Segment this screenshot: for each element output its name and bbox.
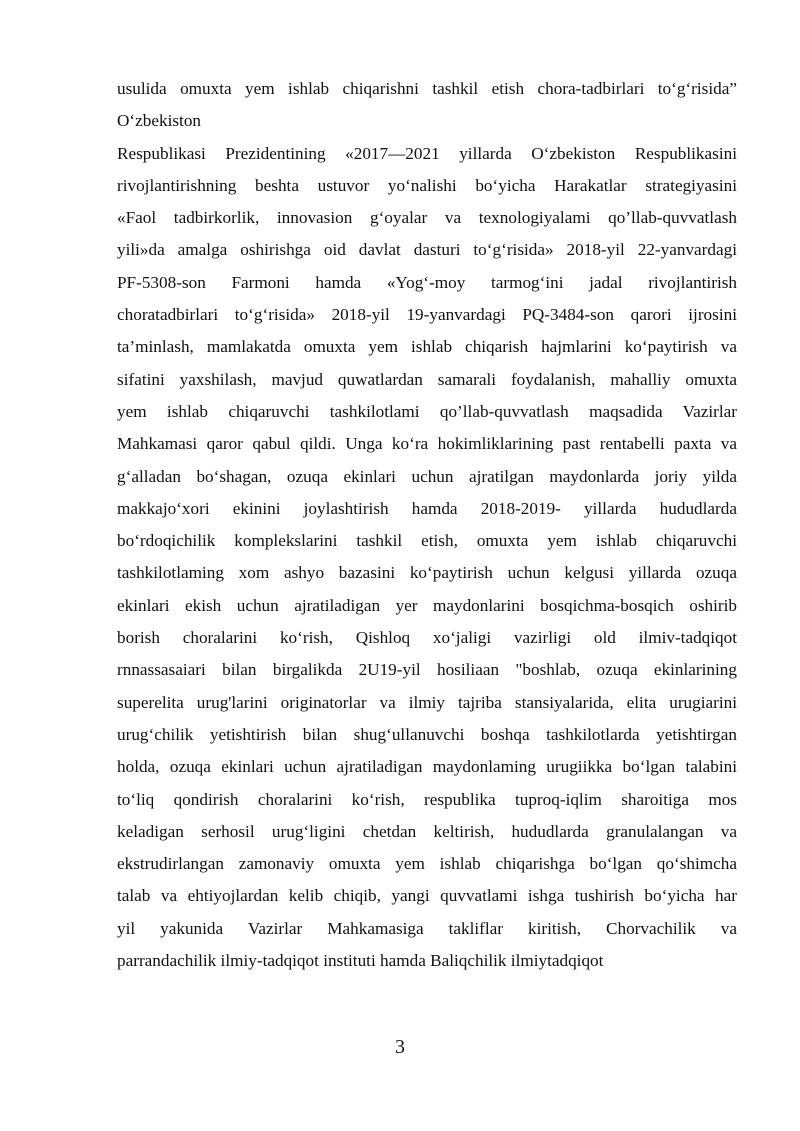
text-line: ekstrudirlangan zamonaviy omuxta yem ishlab chiqarishga bo‘lgan qo‘shimcha xyxy=(117,854,737,874)
text-line: O‘zbekiston xyxy=(117,111,202,131)
text-line: rnnassasaiari bilan birgalikda 2U19-yil hosiliaan "boshlab, ozuqa ekinlarining xyxy=(117,660,737,680)
text-line: ta’minlash, mamlakatda omuxta yem ishlab chiqarish hajmlarini ko‘paytirish va xyxy=(117,337,737,357)
text-line: parrandachilik ilmiy-tadqiqot instituti hamda Baliqchilik ilmiytadqiqot xyxy=(117,951,604,971)
text-line: g‘alladan bo‘shagan, ozuqa ekinlari uchun ajratilgan maydonlarda joriy yilda xyxy=(117,466,737,486)
text-line: choratadbirlari to‘g‘risida» 2018-yil 19-yanvardagi PQ-3484-son qarori ijrosini xyxy=(117,305,737,325)
text-line: rivojlantirishning beshta ustuvor yo‘nalishi bo‘yicha Harakatlar strategiyasini xyxy=(117,175,737,195)
text-line: Mahkamasi qaror qabul qildi. Unga ko‘ra hokimliklarining past rentabelli paxta va xyxy=(117,434,737,454)
text-line: sifatini yaxshilash, mavjud quwatlardan samarali foydalanish, mahalliy omuxta xyxy=(117,369,737,389)
text-line: urug‘chilik yetishtirish bilan shug‘ullanuvchi boshqa tashkilotlarda yetishtirgan xyxy=(117,724,737,744)
page-number: 3 xyxy=(395,1036,405,1058)
text-line: yem ishlab chiqaruvchi tashkilotlami qo’llab-quvvatlash maqsadida Vazirlar xyxy=(117,401,737,421)
text-line: talab va ehtiyojlardan kelib chiqib, yangi quvvatlami ishga tushirish bo‘yicha har xyxy=(117,886,737,906)
text-line: keladigan serhosil urug‘ligini chetdan keltirish, hududlarda granulalangan va xyxy=(117,821,737,841)
text-line: PF-5308-son Farmoni hamda «Yog‘-moy tarmog‘ini jadal rivojlantirish xyxy=(117,272,737,292)
text-line: yili»da amalga oshirishga oid davlat dasturi to‘g‘risida» 2018-yil 22-yanvardagi xyxy=(117,240,737,260)
text-line: superelita urug'larini originatorlar va ilmiy tajriba stansiyalarida, elita urugiarini xyxy=(117,692,737,712)
text-line: to‘liq qondirish choralarini ko‘rish, respublika tuproq-iqlim sharoitiga mos xyxy=(117,789,737,809)
text-line: bo‘rdoqichilik komplekslarini tashkil etish, omuxta yem ishlab chiqaruvchi xyxy=(117,531,737,551)
text-line: yil yakunida Vazirlar Mahkamasiga takliflar kiritish, Chorvachilik va xyxy=(117,918,737,938)
text-line: tashkilotlaming xom ashyo bazasini ko‘paytirish uchun kelgusi yillarda ozuqa xyxy=(117,563,737,583)
text-line: «Faol tadbirkorlik, innovasion g‘oyalar va texnologiyalami qo’llab-quvvatlash xyxy=(117,208,737,228)
text-line: usulida omuxta yem ishlab chiqarishni tashkil etish chora-tadbirlari to‘g‘risida” xyxy=(117,79,737,98)
text-line: ekinlari ekish uchun ajratiladigan yer maydonlarini bosqichma-bosqich oshirib xyxy=(117,595,737,615)
text-line: holda, ozuqa ekinlari uchun ajratiladigan maydonlaming urugiikka bo‘lgan talabini xyxy=(117,757,737,777)
body-text xyxy=(117,73,737,977)
text-line: makkajo‘xori ekinini joylashtirish hamda 2018-2019- yillarda hududlarda xyxy=(117,498,737,518)
text-line: Respublikasi Prezidentining «2017—2021 yillarda O‘zbekiston Respublikasini xyxy=(117,143,737,163)
text-line: borish choralarini ko‘rish, Qishloq xo‘jaligi vazirligi old ilmiv-tadqiqot xyxy=(117,628,737,648)
